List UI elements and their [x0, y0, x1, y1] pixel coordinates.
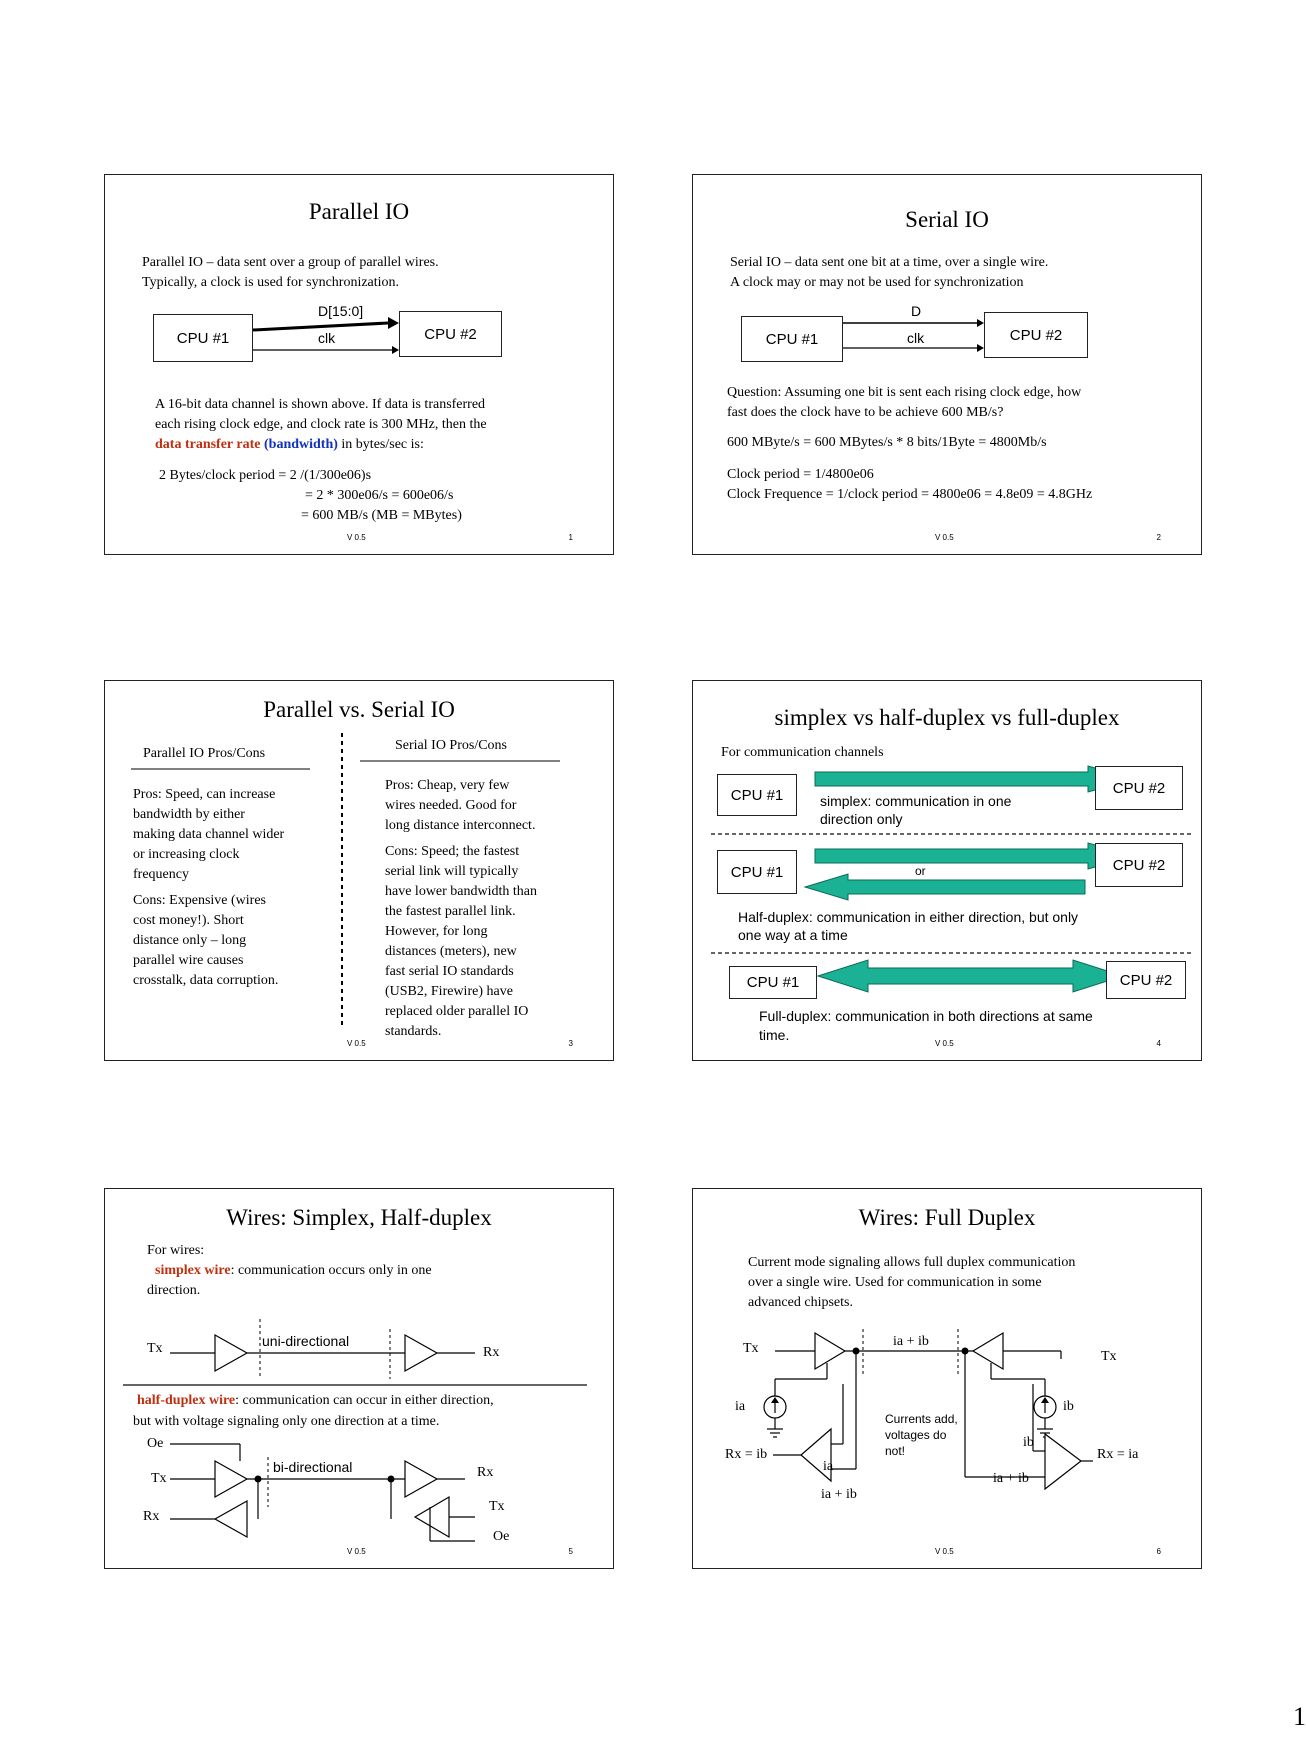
slide-title: Wires: Simplex, Half-duplex: [226, 1205, 492, 1230]
slide-footer: V 0.5: [935, 1547, 954, 1556]
rx-ib-label: Rx = ib: [725, 1447, 768, 1462]
d-label: D: [911, 303, 922, 319]
column-line: serial link will typically: [385, 864, 519, 879]
slide-title: Wires: Full Duplex: [858, 1205, 1036, 1230]
full-duplex-label: time.: [759, 1027, 790, 1043]
slide-number: 4: [1156, 1039, 1161, 1048]
slide-number: 2: [1156, 533, 1161, 542]
slide-wires-full-duplex: [692, 1188, 1202, 1569]
text-line: advanced chipsets.: [748, 1295, 853, 1310]
oe-label: Oe: [493, 1529, 510, 1544]
cpu2-box-half: CPU #2: [1095, 843, 1183, 887]
simplex-label: direction only: [820, 811, 903, 827]
column-line: Cons: Speed; the fastest: [385, 844, 520, 859]
slide-footer: V 0.5: [347, 1039, 366, 1048]
tx-label: Tx: [151, 1471, 167, 1486]
calc-line: 600 MByte/s = 600 MBytes/s * 8 bits/1Byte = 4800Mb/s: [727, 435, 1047, 450]
text-line: Current mode signaling allows full duplex communication: [748, 1255, 1076, 1270]
column-line: have lower bandwidth than: [385, 884, 538, 899]
bi-directional-label: bi-directional: [273, 1459, 353, 1475]
text-line: direction.: [147, 1283, 201, 1298]
calc-line: 2 Bytes/clock period = 2 /(1/300e06)s: [159, 468, 372, 483]
text-line: Parallel IO – data sent over a group of parallel wires.: [142, 255, 439, 270]
column-line: the fastest parallel link.: [385, 904, 516, 919]
column-line: (USB2, Firewire) have: [385, 984, 513, 999]
slide-number: 6: [1156, 1547, 1161, 1556]
rx-label: Rx: [143, 1509, 160, 1524]
bandwidth-term: (bandwidth): [264, 437, 338, 452]
cpu1-box: CPU #1: [153, 314, 253, 362]
simplex-label: simplex: communication in one: [820, 793, 1012, 809]
tx-label: Tx: [1101, 1349, 1117, 1364]
text-line: but with voltage signaling only one direction at a time.: [133, 1414, 440, 1429]
half-duplex-definition: [137, 1391, 494, 1411]
calc-line: = 2 * 300e06/s = 600e06/s: [305, 488, 454, 503]
clk-label: clk: [318, 330, 336, 346]
or-label: or: [915, 864, 926, 878]
clk-label: clk: [907, 330, 925, 346]
simplex-term: simplex wire: [155, 1263, 231, 1278]
half-duplex-label: one way at a time: [738, 927, 848, 943]
left-column-heading: Parallel IO Pros/Cons: [143, 746, 266, 761]
tx-label: Tx: [147, 1341, 163, 1356]
question-line: Question: Assuming one bit is sent each rising clock edge, how: [727, 385, 1082, 400]
rate-rest: in bytes/sec is:: [337, 437, 424, 452]
text-line: Serial IO – data sent one bit at a time, over a single wire.: [730, 255, 1049, 270]
slide-parallel-vs-serial: [104, 680, 614, 1061]
note-line: voltages do: [885, 1428, 947, 1442]
text-line: over a single wire. Used for communication in some: [748, 1275, 1042, 1290]
text-line: A clock may or may not be used for synchronization: [730, 275, 1024, 290]
slide-footer: V 0.5: [935, 533, 954, 542]
half-duplex-label: Half-duplex: communication in either direction, but only: [738, 909, 1079, 925]
ia-plus-ib-label: ia + ib: [993, 1471, 1029, 1486]
text-line: A 16-bit data channel is shown above. If data is transferred: [155, 397, 486, 412]
ib-label: ib: [1023, 1435, 1034, 1450]
cpu2-box: CPU #2: [984, 312, 1088, 358]
cpu1-box-half: CPU #1: [717, 850, 797, 894]
calc-line: = 600 MB/s (MB = MBytes): [301, 508, 462, 523]
column-line: bandwidth by either: [133, 807, 245, 822]
simplex-rest: : communication occurs only in one: [230, 1263, 432, 1278]
column-line: long distance interconnect.: [385, 818, 536, 833]
slide-title: Serial IO: [905, 207, 989, 232]
slide-title: Parallel vs. Serial IO: [263, 697, 455, 722]
slide-footer: V 0.5: [347, 533, 366, 542]
tx-label: Tx: [489, 1499, 505, 1514]
cpu1-box-simplex: CPU #1: [717, 774, 797, 816]
text-line: Typically, a clock is used for synchronization.: [142, 275, 400, 290]
rate-line: [155, 435, 424, 455]
slide-footer: V 0.5: [935, 1039, 954, 1048]
question-line: fast does the clock have to be achieve 600 MB/s?: [727, 405, 1004, 420]
column-line: cost money!). Short: [133, 913, 244, 928]
half-duplex-rest: : communication can occur in either direction,: [235, 1393, 494, 1408]
column-line: Cons: Expensive (wires: [133, 893, 266, 908]
full-duplex-label: Full-duplex: communication in both directions at same: [759, 1008, 1093, 1024]
page-number: 1: [1293, 1702, 1306, 1731]
column-line: making data channel wider: [133, 827, 285, 842]
cpu1-box: CPU #1: [741, 316, 843, 362]
slide-serial-io: [692, 174, 1202, 555]
column-line: distance only – long: [133, 933, 247, 948]
bus-label: D[15:0]: [318, 303, 364, 319]
column-line: Pros: Speed, can increase: [133, 787, 276, 802]
column-line: or increasing clock: [133, 847, 240, 862]
slide-title: simplex vs half-duplex vs full-duplex: [774, 705, 1120, 730]
ib-label: ib: [1063, 1399, 1074, 1414]
slide-footer: V 0.5: [347, 1547, 366, 1556]
column-line: wires needed. Good for: [385, 798, 517, 813]
right-column-heading: Serial IO Pros/Cons: [395, 738, 507, 753]
simplex-wire-diagram: [105, 1189, 614, 1569]
slide-title: Parallel IO: [308, 199, 410, 224]
column-line: distances (meters), new: [385, 944, 517, 959]
slide-wires-simplex-half: [104, 1188, 614, 1569]
ia-label: ia: [823, 1459, 834, 1474]
calc-line: Clock Frequence = 1/clock period = 4800e06 = 4.8e09 = 4.8GHz: [727, 487, 1093, 502]
subtitle: For communication channels: [721, 745, 884, 760]
uni-directional-label: uni-directional: [262, 1333, 350, 1349]
slide-duplex-modes: [692, 680, 1202, 1061]
rx-label: Rx: [483, 1345, 500, 1360]
ia-label: ia: [735, 1399, 746, 1414]
rx-label: Rx: [477, 1465, 494, 1480]
note-line: not!: [885, 1444, 906, 1458]
slide-number: 5: [568, 1547, 573, 1556]
column-line: standards.: [385, 1024, 442, 1039]
cpu1-box-full: CPU #1: [729, 966, 817, 999]
cpu2-box: CPU #2: [399, 311, 502, 357]
ia-plus-ib-label: ia + ib: [893, 1334, 929, 1349]
oe-label: Oe: [147, 1436, 164, 1451]
column-line: Pros: Cheap, very few: [385, 778, 510, 793]
slide-number: 1: [568, 533, 573, 542]
column-line: parallel wire causes: [133, 953, 244, 968]
column-line: frequency: [133, 867, 189, 882]
slide-number: 3: [568, 1039, 573, 1048]
ia-plus-ib-label: ia + ib: [821, 1487, 857, 1502]
rx-ia-label: Rx = ia: [1097, 1447, 1139, 1462]
full-duplex-circuit: [693, 1189, 1202, 1569]
column-line: crosstalk, data corruption.: [133, 973, 279, 988]
column-line: However, for long: [385, 924, 488, 939]
column-line: fast serial IO standards: [385, 964, 514, 979]
column-line: replaced older parallel IO: [385, 1004, 529, 1019]
rate-term: data transfer rate: [155, 437, 261, 452]
tx-label: Tx: [743, 1341, 759, 1356]
note-line: Currents add,: [885, 1412, 958, 1426]
text-line: For wires:: [147, 1243, 205, 1258]
half-duplex-term: half-duplex wire: [137, 1393, 236, 1408]
cpu2-box-simplex: CPU #2: [1095, 766, 1183, 810]
cpu2-box-full: CPU #2: [1106, 961, 1186, 999]
text-line: each rising clock edge, and clock rate is 300 MHz, then the: [155, 417, 487, 432]
slide-parallel-io: [104, 174, 614, 555]
calc-line: Clock period = 1/4800e06: [727, 467, 874, 482]
